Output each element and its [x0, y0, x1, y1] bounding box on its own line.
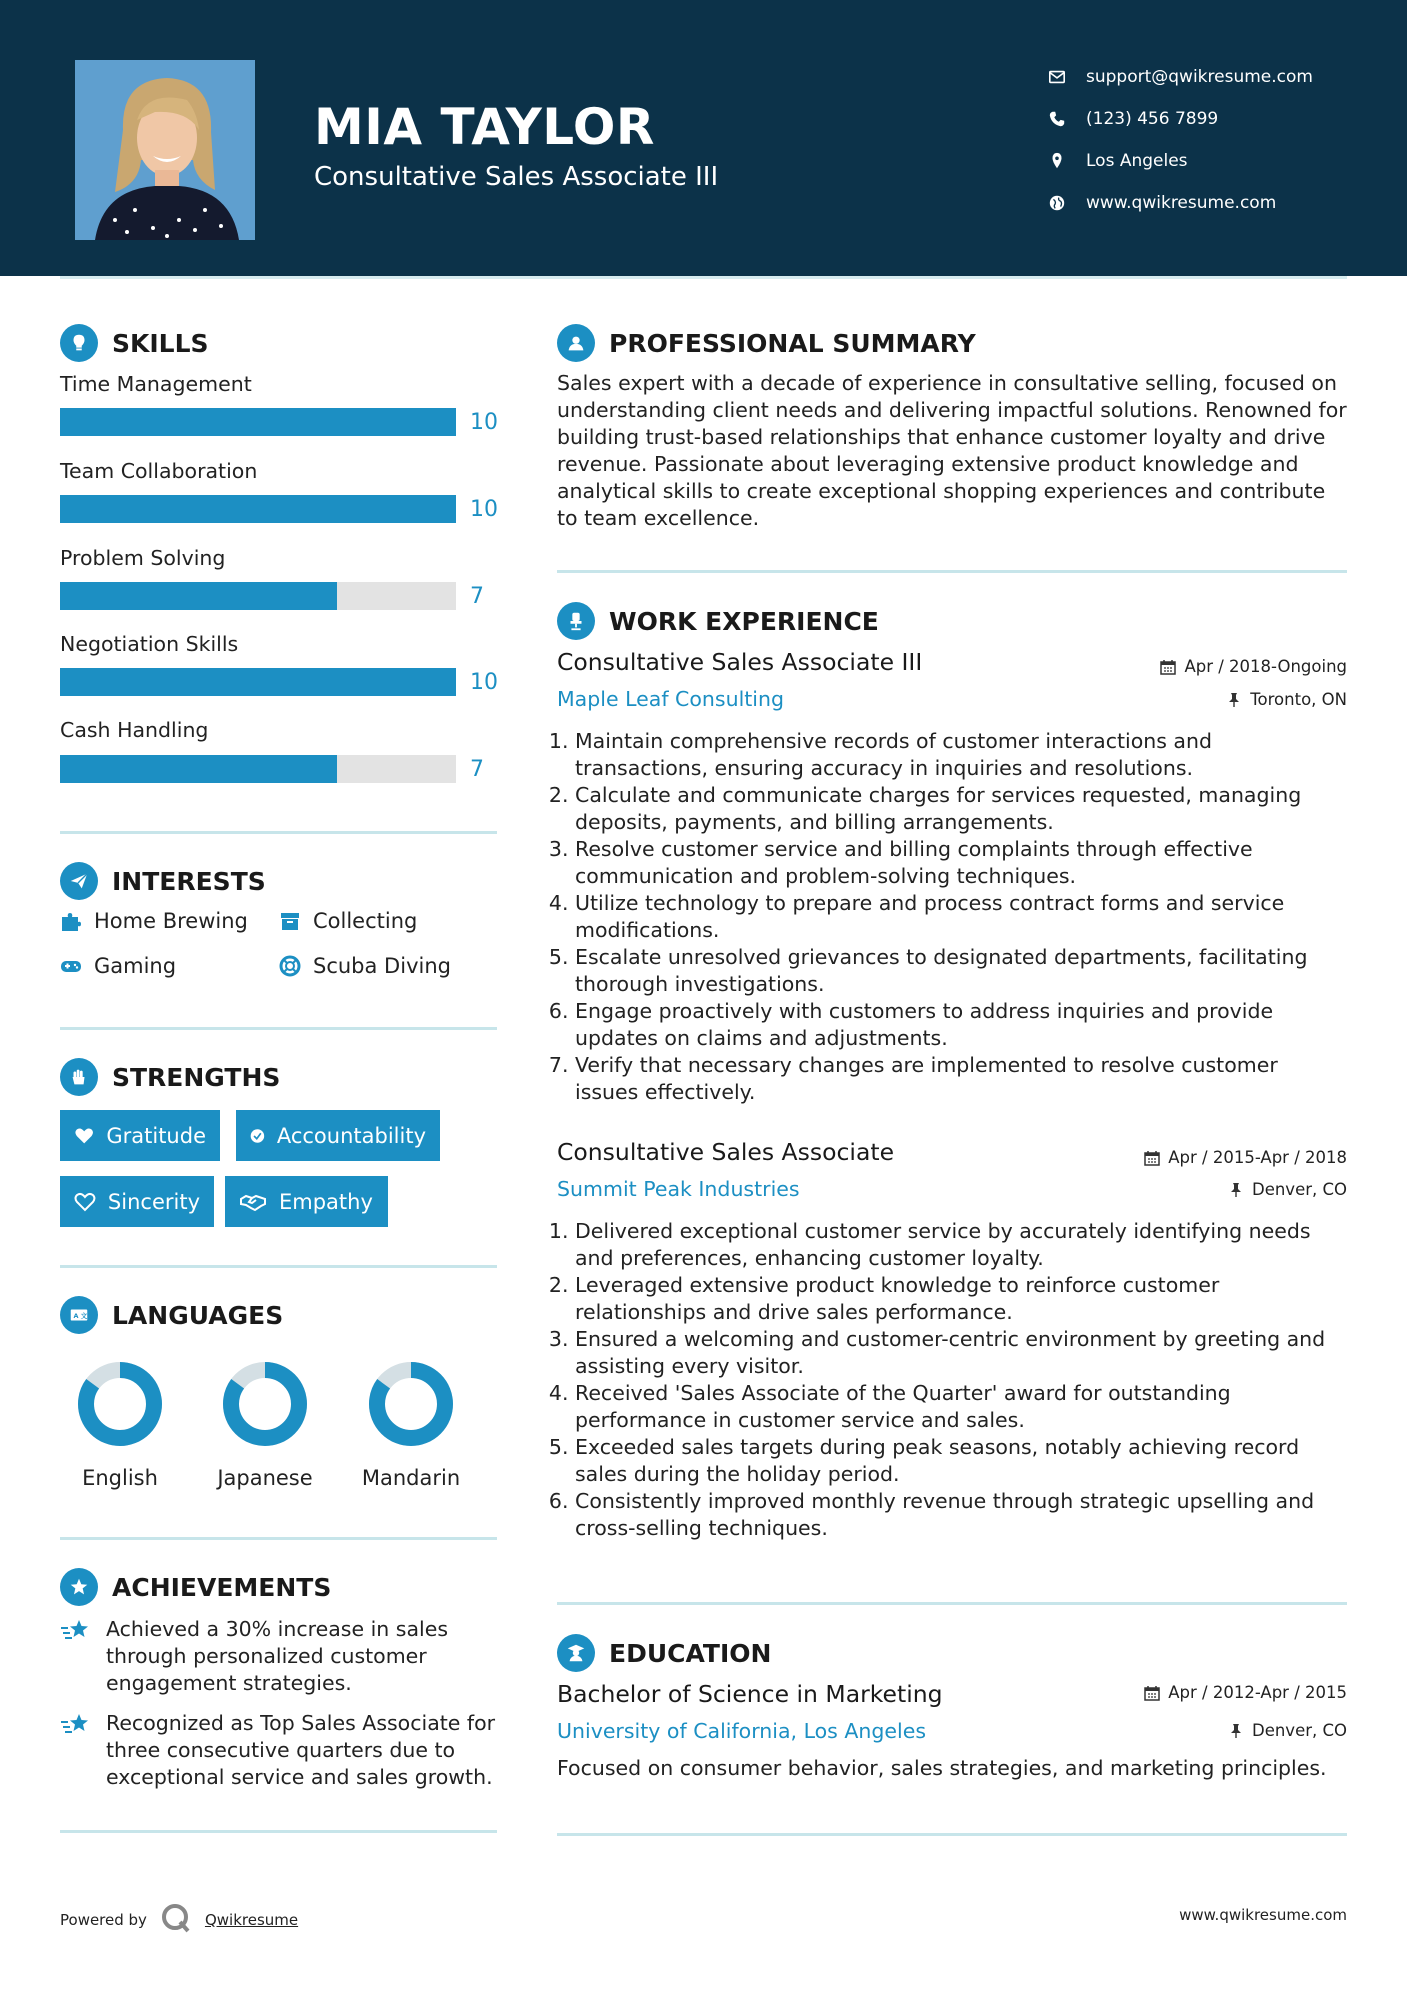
section-divider: [557, 570, 1347, 573]
lightbulb-icon: [60, 324, 98, 362]
skill-bar: [60, 495, 456, 523]
contact-phone[interactable]: [1048, 98, 1313, 140]
language-name: English: [82, 1466, 158, 1490]
puzzle-icon: [60, 910, 82, 932]
star-badge-icon: [60, 1568, 98, 1606]
envelope-icon: [1048, 68, 1086, 86]
language-item: [210, 1358, 320, 1490]
qwikresume-logo-icon: [161, 1903, 191, 1937]
profile-photo: [75, 60, 255, 240]
duty-item: 3. Resolve customer service and billing complaints through effective communication and problem-solving techniques.: [575, 836, 1347, 890]
skill-name: Negotiation Skills: [60, 632, 239, 656]
school-name: University of California, Los Angeles: [557, 1719, 927, 1743]
interest-item: Gaming: [60, 954, 176, 978]
duty-item: 6. Consistently improved monthly revenue through strategic upselling and cross-selling techniques.: [575, 1488, 1347, 1542]
job-dates: Apr / 2018-Ongoing: [1160, 657, 1347, 676]
section-divider: [60, 831, 497, 834]
strengths-heading: STRENGTHS: [60, 1058, 280, 1096]
skill-value: 10: [470, 497, 498, 522]
shooting-star-icon: [60, 1618, 92, 1644]
language-icon: [60, 1296, 98, 1334]
languages-heading: A 文 LANGUAGES: [60, 1296, 283, 1334]
summary-text: Sales expert with a decade of experience in consultative selling, focused on understanding client needs and delivering impactful solutions. Renowned for building trust-based relationships that enhance customer loyalty and drive revenue. Passionate about leveraging extensive product knowledge and analytical skills to create exceptional shopping experiences and contribute to team excellence.: [557, 371, 1347, 530]
strength-tag: Accountability: [236, 1110, 440, 1161]
section-divider: [60, 1830, 497, 1833]
raised-fist-icon: [60, 1058, 98, 1096]
strength-tag: Gratitude: [60, 1110, 220, 1161]
office-chair-icon: [557, 602, 595, 640]
archive-box-icon: [279, 910, 301, 932]
skill-bar: [60, 668, 456, 696]
strength-tag: Empathy: [225, 1176, 388, 1227]
summary-heading: PROFESSIONAL SUMMARY: [557, 324, 976, 362]
duty-item: 1. Delivered exceptional customer service by accurately identifying needs and preferences, enhancing customer loyalty.: [575, 1218, 1347, 1272]
language-item: [65, 1358, 175, 1490]
skill-value: 7: [470, 757, 484, 782]
duty-item: 1. Maintain comprehensive records of customer interactions and transactions, ensuring accuracy in inquiries and resolutions.: [575, 728, 1347, 782]
job-dates: Apr / 2015-Apr / 2018: [1144, 1148, 1347, 1167]
skill-name: Time Management: [60, 372, 252, 396]
graduate-icon: [557, 1634, 595, 1672]
skill-value: 10: [470, 410, 498, 435]
duty-item: 5. Escalate unresolved grievances to designated departments, facilitating thorough investigations.: [575, 944, 1347, 998]
duty-item: 5. Exceeded sales targets during peak seasons, notably achieving record sales during the holiday period.: [575, 1434, 1347, 1488]
interest-item: Collecting: [279, 909, 417, 933]
user-icon: [557, 324, 595, 362]
company-name: Maple Leaf Consulting: [557, 687, 785, 711]
qwikresume-link[interactable]: Qwikresume: [204, 1911, 299, 1929]
section-divider: [557, 1602, 1347, 1605]
contact-location: [1048, 140, 1313, 182]
header-divider: [60, 276, 1347, 279]
phone-icon: [1048, 110, 1086, 128]
candidate-name: MIA TAYLOR: [314, 98, 655, 156]
contact-list: [1048, 56, 1313, 224]
globe-icon: [1048, 194, 1086, 212]
education-dates: Apr / 2012-Apr / 2015: [1144, 1683, 1347, 1702]
calendar-icon: [1144, 1685, 1160, 1701]
footer-url[interactable]: www.qwikresume.com: [1179, 1906, 1347, 1924]
job-title: Consultative Sales Associate: [557, 1138, 895, 1166]
skill-bar-fill: [60, 408, 456, 436]
skill-value: 10: [470, 670, 498, 695]
education-heading: EDUCATION: [557, 1634, 771, 1672]
shooting-star-icon: [60, 1712, 92, 1738]
skill-bar-fill: [60, 495, 456, 523]
life-ring-icon: [279, 955, 301, 977]
degree-title: Bachelor of Science in Marketing: [557, 1680, 943, 1708]
achievements-heading: ACHIEVEMENTS: [60, 1568, 331, 1606]
education-location: Denver, CO: [1228, 1721, 1347, 1740]
footer-powered-by: [60, 1903, 298, 1937]
skills-heading: SKILLS: [60, 324, 209, 362]
section-divider: [60, 1537, 497, 1540]
duty-item: 4. Received 'Sales Associate of the Quarter' award for outstanding performance in customer service and sales.: [575, 1380, 1347, 1434]
job-title: Consultative Sales Associate III: [557, 648, 923, 676]
interest-item: Home Brewing: [60, 909, 248, 933]
pushpin-icon: [1228, 1723, 1244, 1739]
achievement-item: Achieved a 30% increase in sales through personalized customer engagement strategies.: [60, 1616, 510, 1697]
contact-website[interactable]: [1048, 182, 1313, 224]
skill-bar: [60, 755, 456, 783]
calendar-icon: [1160, 659, 1176, 675]
pushpin-icon: [1226, 692, 1242, 708]
job-location: Toronto, ON: [1226, 690, 1347, 709]
location-text: Los Angeles: [1086, 151, 1188, 171]
phone-text[interactable]: (123) 456 7899: [1086, 109, 1219, 129]
job-location: Denver, CO: [1228, 1180, 1347, 1199]
skill-bar-fill: [60, 582, 337, 610]
pushpin-icon: [1228, 1182, 1244, 1198]
section-divider: [60, 1265, 497, 1268]
resume-header: [0, 0, 1407, 276]
strength-tag: Sincerity: [60, 1176, 214, 1227]
duty-item: 7. Verify that necessary changes are implemented to resolve customer issues effectively.: [575, 1052, 1347, 1106]
map-pin-icon: [1048, 152, 1086, 170]
company-name: Summit Peak Industries: [557, 1177, 800, 1201]
gamepad-icon: [60, 955, 82, 977]
handshake-icon: [239, 1191, 267, 1213]
interest-item: Scuba Diving: [279, 954, 451, 978]
duty-item: 3. Ensured a welcoming and customer-centric environment by greeting and assisting every visitor.: [575, 1326, 1347, 1380]
website-text[interactable]: www.qwikresume.com: [1086, 193, 1277, 213]
skill-bar-fill: [60, 668, 456, 696]
language-name: Mandarin: [361, 1466, 461, 1490]
section-divider: [557, 1833, 1347, 1836]
heart-outline-icon: [74, 1191, 96, 1213]
language-name: Japanese: [217, 1466, 313, 1490]
interests-heading: INTERESTS: [60, 862, 266, 900]
skill-name: Problem Solving: [60, 546, 226, 570]
language-donut: [74, 1358, 166, 1450]
skill-name: Team Collaboration: [60, 459, 258, 483]
duties-list: [557, 1218, 1347, 1542]
paper-plane-icon: [60, 862, 98, 900]
education-description: Focused on consumer behavior, sales strategies, and marketing principles.: [557, 1756, 1327, 1780]
section-divider: [60, 1027, 497, 1030]
svg-text:A 文: A 文: [73, 1311, 88, 1320]
work-heading: WORK EXPERIENCE: [557, 602, 879, 640]
duty-item: 2. Leveraged extensive product knowledge to reinforce customer relationships and drive sales performance.: [575, 1272, 1347, 1326]
language-donut: [219, 1358, 311, 1450]
achievement-item: Recognized as Top Sales Associate for three consecutive quarters due to exceptional service and sales growth.: [60, 1710, 510, 1791]
skill-value: 7: [470, 584, 484, 609]
heart-icon: [74, 1125, 94, 1147]
skill-name: Cash Handling: [60, 718, 209, 742]
language-donut: [365, 1358, 457, 1450]
check-circle-icon: [250, 1125, 265, 1147]
calendar-icon: [1144, 1150, 1160, 1166]
skill-bar: [60, 582, 456, 610]
skill-bar-fill: [60, 755, 337, 783]
duty-item: 4. Utilize technology to prepare and process contract forms and service modifications.: [575, 890, 1347, 944]
language-item: [356, 1358, 466, 1490]
skill-bar: [60, 408, 456, 436]
contact-email[interactable]: [1048, 56, 1313, 98]
duties-list: [557, 728, 1347, 1106]
candidate-title: Consultative Sales Associate III: [314, 162, 719, 192]
email-text[interactable]: support@qwikresume.com: [1086, 67, 1313, 87]
duty-item: 2. Calculate and communicate charges for services requested, managing deposits, payments, and billing arrangements.: [575, 782, 1347, 836]
powered-by-label: Powered by: [60, 1911, 147, 1929]
duty-item: 6. Engage proactively with customers to address inquiries and provide updates on claims and adjustments.: [575, 998, 1347, 1052]
